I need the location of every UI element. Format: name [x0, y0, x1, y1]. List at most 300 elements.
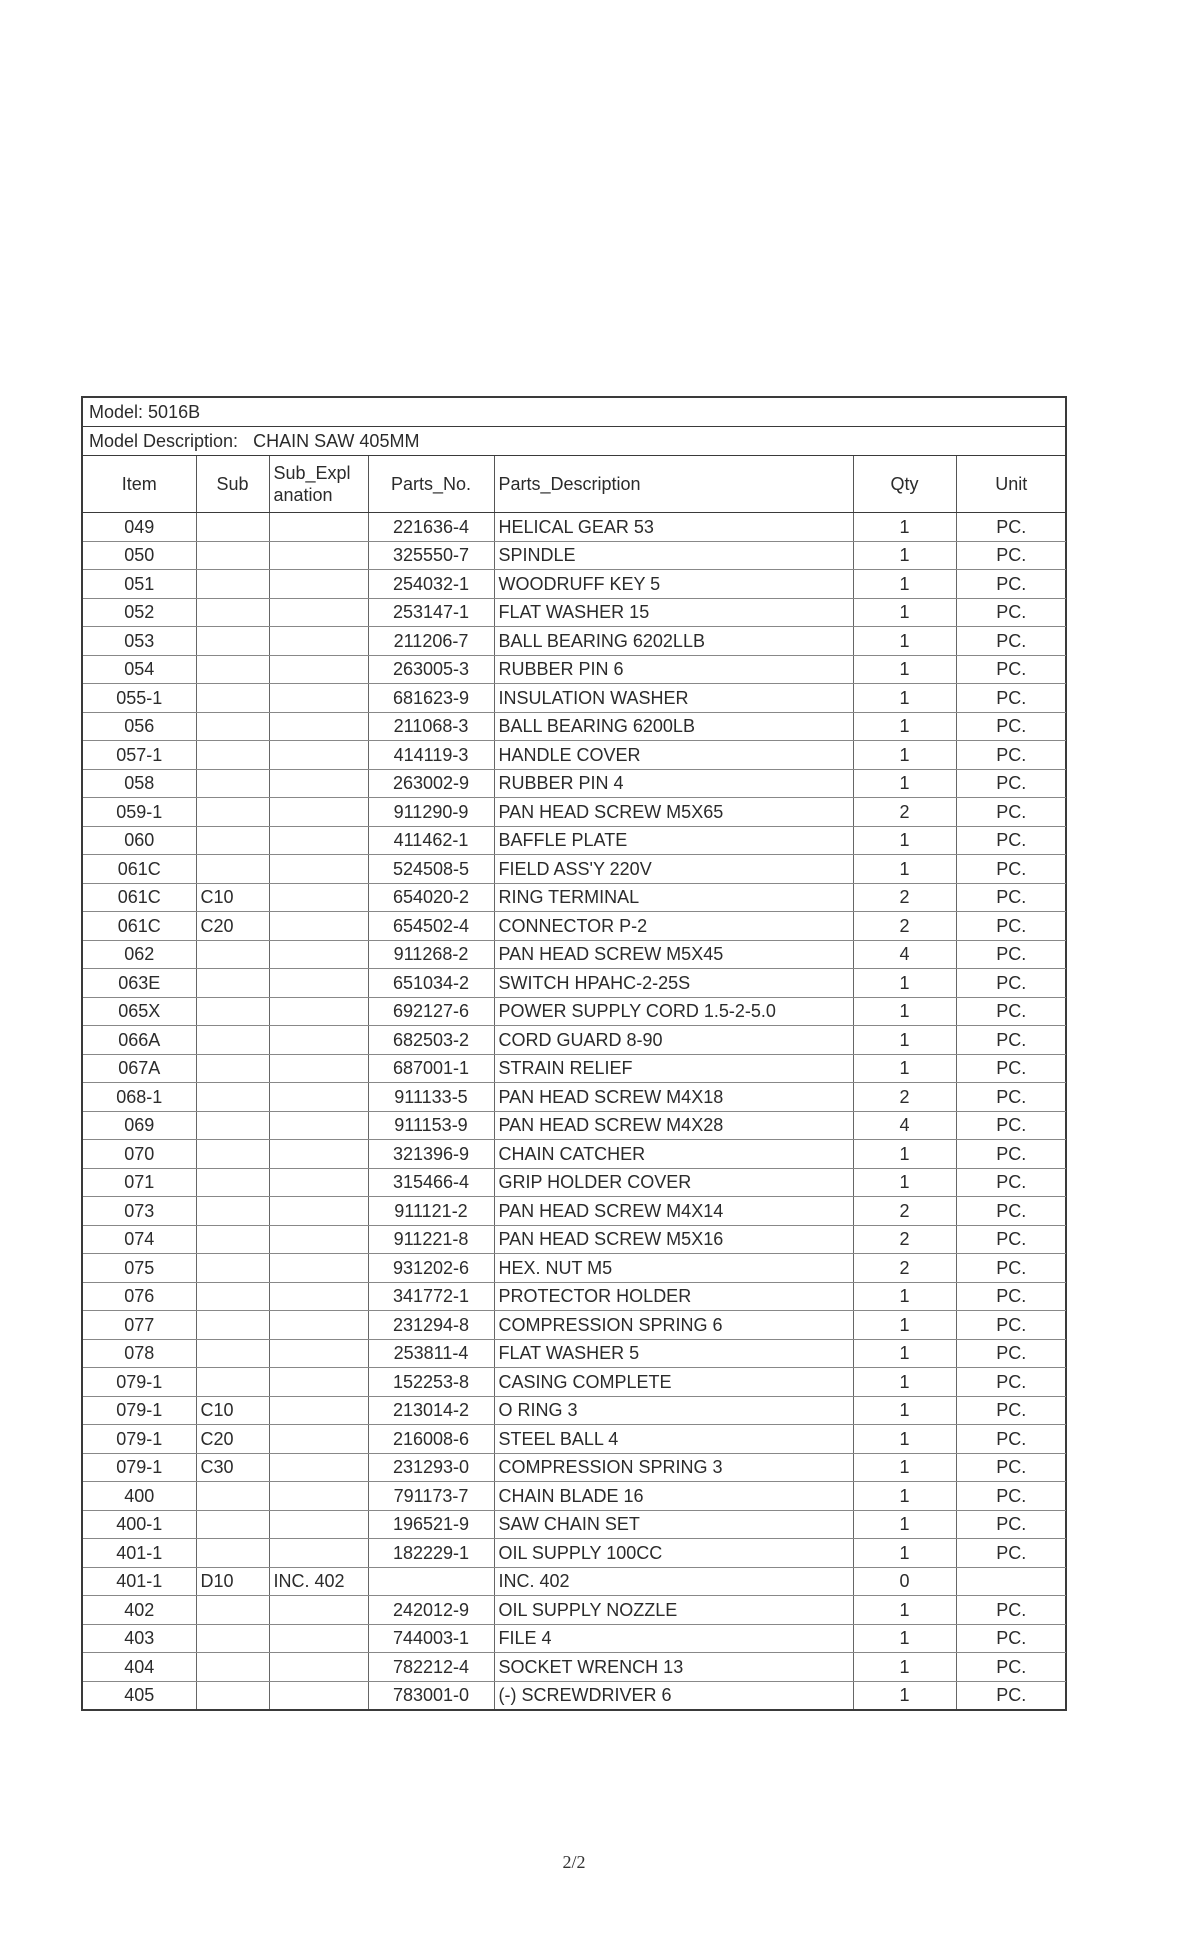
cell-sub — [196, 1168, 269, 1197]
table-row — [83, 912, 1066, 941]
cell-parts-description: HEX. NUT M5 — [494, 1254, 853, 1283]
cell-unit: PC. — [956, 684, 1066, 713]
cell-sub — [196, 969, 269, 998]
cell-sub — [196, 541, 269, 570]
cell-item: 402 — [83, 1596, 196, 1625]
table-row — [83, 1026, 1066, 1055]
cell-qty: 4 — [853, 940, 956, 969]
cell-unit: PC. — [956, 1168, 1066, 1197]
header-sub: Sub — [196, 456, 269, 513]
table-row — [83, 1282, 1066, 1311]
model-description-value: CHAIN SAW 405MM — [253, 431, 420, 451]
cell-parts-description: CASING COMPLETE — [494, 1368, 853, 1397]
cell-sub-explanation — [269, 969, 368, 998]
cell-item: 068-1 — [83, 1083, 196, 1112]
cell-parts-no: 681623-9 — [368, 684, 494, 713]
cell-parts-description: HANDLE COVER — [494, 741, 853, 770]
cell-parts-description: PROTECTOR HOLDER — [494, 1282, 853, 1311]
cell-unit: PC. — [956, 1339, 1066, 1368]
cell-sub — [196, 997, 269, 1026]
cell-qty: 1 — [853, 826, 956, 855]
cell-qty: 1 — [853, 1624, 956, 1653]
cell-parts-no: 263005-3 — [368, 655, 494, 684]
cell-sub — [196, 1111, 269, 1140]
cell-sub-explanation — [269, 1225, 368, 1254]
cell-sub-explanation — [269, 940, 368, 969]
cell-unit: PC. — [956, 1054, 1066, 1083]
cell-sub: C30 — [196, 1453, 269, 1482]
cell-sub — [196, 1140, 269, 1169]
cell-unit — [956, 1567, 1066, 1596]
model-row — [83, 398, 1065, 427]
cell-item: 061C — [83, 912, 196, 941]
cell-sub — [196, 1482, 269, 1511]
cell-sub-explanation — [269, 1168, 368, 1197]
table-row — [83, 1539, 1066, 1568]
cell-sub-explanation — [269, 912, 368, 941]
cell-qty: 2 — [853, 1083, 956, 1112]
table-row — [83, 1254, 1066, 1283]
cell-parts-description: POWER SUPPLY CORD 1.5-2-5.0 — [494, 997, 853, 1026]
cell-item: 061C — [83, 855, 196, 884]
cell-parts-no: 213014-2 — [368, 1396, 494, 1425]
cell-sub-explanation — [269, 1311, 368, 1340]
table-row — [83, 627, 1066, 656]
cell-parts-description: CORD GUARD 8-90 — [494, 1026, 853, 1055]
cell-sub: C20 — [196, 912, 269, 941]
table-row — [83, 969, 1066, 998]
table-row — [83, 883, 1066, 912]
cell-sub — [196, 1225, 269, 1254]
cell-parts-description: FIELD ASS'Y 220V — [494, 855, 853, 884]
cell-sub — [196, 655, 269, 684]
cell-parts-no: 231294-8 — [368, 1311, 494, 1340]
cell-sub — [196, 684, 269, 713]
cell-parts-no: 931202-6 — [368, 1254, 494, 1283]
cell-parts-no: 152253-8 — [368, 1368, 494, 1397]
model-description-row — [83, 427, 1065, 456]
parts-table — [83, 456, 1066, 1709]
cell-sub — [196, 513, 269, 542]
cell-parts-no: 254032-1 — [368, 570, 494, 599]
table-row — [83, 541, 1066, 570]
parts-table-body — [83, 513, 1066, 1710]
cell-unit: PC. — [956, 1225, 1066, 1254]
cell-unit: PC. — [956, 541, 1066, 570]
table-row — [83, 1197, 1066, 1226]
cell-qty: 1 — [853, 513, 956, 542]
table-row — [83, 1368, 1066, 1397]
table-row — [83, 1083, 1066, 1112]
cell-parts-no: 216008-6 — [368, 1425, 494, 1454]
cell-unit: PC. — [956, 1111, 1066, 1140]
table-row — [83, 1111, 1066, 1140]
cell-sub-explanation — [269, 598, 368, 627]
cell-unit: PC. — [956, 1026, 1066, 1055]
cell-sub-explanation — [269, 1653, 368, 1682]
cell-parts-description: COMPRESSION SPRING 3 — [494, 1453, 853, 1482]
cell-unit: PC. — [956, 1425, 1066, 1454]
cell-parts-no: 341772-1 — [368, 1282, 494, 1311]
cell-qty: 1 — [853, 741, 956, 770]
cell-sub: D10 — [196, 1567, 269, 1596]
cell-item: 079-1 — [83, 1425, 196, 1454]
cell-parts-no: 411462-1 — [368, 826, 494, 855]
cell-parts-description: BALL BEARING 6202LLB — [494, 627, 853, 656]
cell-unit: PC. — [956, 1140, 1066, 1169]
cell-item: 065X — [83, 997, 196, 1026]
table-row — [83, 1482, 1066, 1511]
cell-item: 053 — [83, 627, 196, 656]
cell-parts-description: INC. 402 — [494, 1567, 853, 1596]
cell-unit: PC. — [956, 798, 1066, 827]
cell-item: 079-1 — [83, 1396, 196, 1425]
cell-sub-explanation — [269, 1425, 368, 1454]
header-parts-no: Parts_No. — [368, 456, 494, 513]
cell-sub — [196, 598, 269, 627]
cell-parts-no: 687001-1 — [368, 1054, 494, 1083]
cell-sub — [196, 1026, 269, 1055]
cell-parts-description: FLAT WASHER 15 — [494, 598, 853, 627]
cell-item: 404 — [83, 1653, 196, 1682]
cell-qty: 1 — [853, 1026, 956, 1055]
cell-parts-description: PAN HEAD SCREW M4X28 — [494, 1111, 853, 1140]
model-value: 5016B — [148, 402, 201, 422]
cell-parts-description: SWITCH HPAHC-2-25S — [494, 969, 853, 998]
cell-sub-explanation — [269, 769, 368, 798]
cell-sub-explanation — [269, 513, 368, 542]
cell-qty: 1 — [853, 1396, 956, 1425]
cell-sub-explanation — [269, 1339, 368, 1368]
cell-unit: PC. — [956, 1368, 1066, 1397]
cell-item: 051 — [83, 570, 196, 599]
cell-unit: PC. — [956, 1396, 1066, 1425]
cell-sub — [196, 798, 269, 827]
cell-qty: 2 — [853, 798, 956, 827]
cell-sub-explanation — [269, 1054, 368, 1083]
cell-unit: PC. — [956, 1083, 1066, 1112]
cell-sub — [196, 570, 269, 599]
cell-unit: PC. — [956, 1539, 1066, 1568]
cell-qty: 2 — [853, 883, 956, 912]
cell-sub — [196, 826, 269, 855]
cell-unit: PC. — [956, 940, 1066, 969]
cell-unit: PC. — [956, 712, 1066, 741]
cell-parts-description: BALL BEARING 6200LB — [494, 712, 853, 741]
cell-parts-description: FILE 4 — [494, 1624, 853, 1653]
table-row — [83, 655, 1066, 684]
cell-sub-explanation — [269, 1681, 368, 1709]
table-row — [83, 684, 1066, 713]
cell-unit: PC. — [956, 598, 1066, 627]
table-row — [83, 798, 1066, 827]
cell-sub-explanation — [269, 1083, 368, 1112]
cell-parts-description: SOCKET WRENCH 13 — [494, 1653, 853, 1682]
cell-sub-explanation — [269, 1282, 368, 1311]
cell-parts-no: 911121-2 — [368, 1197, 494, 1226]
cell-parts-no: 315466-4 — [368, 1168, 494, 1197]
cell-sub-explanation — [269, 1539, 368, 1568]
cell-sub — [196, 1596, 269, 1625]
cell-item: 049 — [83, 513, 196, 542]
cell-qty: 1 — [853, 1510, 956, 1539]
cell-sub — [196, 1510, 269, 1539]
cell-parts-description: INSULATION WASHER — [494, 684, 853, 713]
cell-item: 401-1 — [83, 1567, 196, 1596]
cell-sub-explanation — [269, 1510, 368, 1539]
cell-qty: 1 — [853, 1425, 956, 1454]
cell-parts-no: 253147-1 — [368, 598, 494, 627]
cell-item: 074 — [83, 1225, 196, 1254]
cell-unit: PC. — [956, 1624, 1066, 1653]
page-number: 2/2 — [562, 1852, 586, 1872]
cell-item: 058 — [83, 769, 196, 798]
cell-sub-explanation — [269, 1624, 368, 1653]
cell-item: 071 — [83, 1168, 196, 1197]
cell-parts-no: 196521-9 — [368, 1510, 494, 1539]
cell-parts-no: 524508-5 — [368, 855, 494, 884]
cell-sub-explanation — [269, 798, 368, 827]
cell-parts-no: 651034-2 — [368, 969, 494, 998]
cell-item: 075 — [83, 1254, 196, 1283]
cell-parts-no: 182229-1 — [368, 1539, 494, 1568]
cell-item: 050 — [83, 541, 196, 570]
cell-sub: C20 — [196, 1425, 269, 1454]
cell-sub — [196, 1083, 269, 1112]
cell-sub-explanation — [269, 1596, 368, 1625]
cell-parts-no: 692127-6 — [368, 997, 494, 1026]
cell-sub — [196, 940, 269, 969]
header-item: Item — [83, 456, 196, 513]
cell-item: 400-1 — [83, 1510, 196, 1539]
table-row — [83, 826, 1066, 855]
cell-qty: 1 — [853, 1653, 956, 1682]
table-row — [83, 855, 1066, 884]
cell-qty: 1 — [853, 1140, 956, 1169]
cell-item: 066A — [83, 1026, 196, 1055]
cell-parts-description: CONNECTOR P-2 — [494, 912, 853, 941]
cell-sub-explanation — [269, 1368, 368, 1397]
cell-item: 056 — [83, 712, 196, 741]
cell-parts-description: PAN HEAD SCREW M5X65 — [494, 798, 853, 827]
cell-item: 069 — [83, 1111, 196, 1140]
parts-table-header — [83, 456, 1066, 513]
cell-item: 067A — [83, 1054, 196, 1083]
cell-qty: 1 — [853, 655, 956, 684]
cell-parts-no: 911268-2 — [368, 940, 494, 969]
cell-sub-explanation — [269, 997, 368, 1026]
cell-sub-explanation — [269, 1254, 368, 1283]
cell-sub-explanation — [269, 1453, 368, 1482]
cell-parts-no: 325550-7 — [368, 541, 494, 570]
cell-parts-no: 414119-3 — [368, 741, 494, 770]
table-row — [83, 741, 1066, 770]
table-row — [83, 1624, 1066, 1653]
cell-item: 052 — [83, 598, 196, 627]
cell-unit: PC. — [956, 855, 1066, 884]
table-row — [83, 1425, 1066, 1454]
cell-parts-description: RING TERMINAL — [494, 883, 853, 912]
cell-qty: 1 — [853, 712, 956, 741]
header-qty: Qty — [853, 456, 956, 513]
cell-qty: 1 — [853, 1539, 956, 1568]
cell-parts-description: O RING 3 — [494, 1396, 853, 1425]
cell-qty: 1 — [853, 684, 956, 713]
cell-sub — [196, 1254, 269, 1283]
cell-parts-description: GRIP HOLDER COVER — [494, 1168, 853, 1197]
table-row — [83, 1681, 1066, 1709]
cell-sub — [196, 627, 269, 656]
cell-sub — [196, 1282, 269, 1311]
cell-unit: PC. — [956, 1254, 1066, 1283]
parts-list-sheet — [81, 396, 1067, 1711]
cell-item: 405 — [124, 1685, 155, 1706]
cell-sub-explanation — [269, 655, 368, 684]
cell-parts-description: RUBBER PIN 6 — [494, 655, 853, 684]
cell-unit: PC. — [956, 1681, 1066, 1709]
cell-qty: 1 — [853, 627, 956, 656]
cell-item: 063E — [83, 969, 196, 998]
table-row — [83, 712, 1066, 741]
cell-sub — [196, 1681, 269, 1709]
cell-unit: PC. — [956, 1510, 1066, 1539]
cell-parts-description: STEEL BALL 4 — [494, 1425, 853, 1454]
cell-qty: 2 — [853, 1254, 956, 1283]
cell-parts-description: OIL SUPPLY 100CC — [494, 1539, 853, 1568]
cell-qty: 1 — [853, 598, 956, 627]
cell-item: 060 — [83, 826, 196, 855]
table-row — [83, 997, 1066, 1026]
cell-parts-description: CHAIN CATCHER — [494, 1140, 853, 1169]
cell-parts-no: 221636-4 — [368, 513, 494, 542]
cell-parts-no — [368, 1567, 494, 1596]
cell-qty: 1 — [853, 969, 956, 998]
cell-sub — [196, 1054, 269, 1083]
cell-item: 073 — [83, 1197, 196, 1226]
table-row — [83, 1054, 1066, 1083]
cell-sub — [196, 1339, 269, 1368]
cell-item: 076 — [83, 1282, 196, 1311]
cell-qty: 1 — [853, 1311, 956, 1340]
cell-unit: PC. — [956, 513, 1066, 542]
cell-sub — [196, 1368, 269, 1397]
cell-item: 403 — [83, 1624, 196, 1653]
cell-parts-no: 911133-5 — [368, 1083, 494, 1112]
table-row — [83, 1140, 1066, 1169]
cell-unit: PC. — [956, 912, 1066, 941]
cell-parts-no: 782212-4 — [368, 1653, 494, 1682]
cell-item: 400 — [83, 1482, 196, 1511]
cell-sub — [196, 1539, 269, 1568]
cell-qty: 1 — [853, 570, 956, 599]
cell-parts-description: PAN HEAD SCREW M5X45 — [494, 940, 853, 969]
cell-unit: PC. — [956, 769, 1066, 798]
cell-parts-description: RUBBER PIN 4 — [494, 769, 853, 798]
cell-sub — [196, 1311, 269, 1340]
cell-sub-explanation: INC. 402 — [269, 1567, 368, 1596]
cell-qty: 2 — [853, 912, 956, 941]
table-row — [83, 1225, 1066, 1254]
cell-parts-description: SPINDLE — [494, 541, 853, 570]
cell-parts-no: 654502-4 — [368, 912, 494, 941]
cell-item: 061C — [83, 883, 196, 912]
cell-parts-description: HELICAL GEAR 53 — [494, 513, 853, 542]
cell-sub: C10 — [196, 1396, 269, 1425]
cell-sub — [196, 769, 269, 798]
cell-sub — [196, 855, 269, 884]
cell-item: 077 — [83, 1311, 196, 1340]
cell-unit: PC. — [956, 1596, 1066, 1625]
cell-unit: PC. — [956, 1482, 1066, 1511]
table-row — [83, 1596, 1066, 1625]
table-row — [83, 1168, 1066, 1197]
cell-sub-explanation — [269, 1026, 368, 1055]
cell-sub-explanation — [269, 1197, 368, 1226]
table-row — [83, 513, 1066, 542]
cell-parts-no: 682503-2 — [368, 1026, 494, 1055]
cell-unit: PC. — [956, 627, 1066, 656]
cell-qty: 0 — [853, 1567, 956, 1596]
cell-parts-no: 911290-9 — [368, 798, 494, 827]
cell-parts-no: 654020-2 — [368, 883, 494, 912]
cell-sub-explanation — [269, 883, 368, 912]
cell-unit: PC. — [956, 969, 1066, 998]
table-row — [83, 1567, 1066, 1596]
cell-qty: 1 — [853, 769, 956, 798]
cell-unit: PC. — [956, 570, 1066, 599]
cell-item: 079-1 — [83, 1453, 196, 1482]
cell-qty: 1 — [853, 1681, 956, 1709]
cell-sub — [196, 1653, 269, 1682]
cell-parts-no: 211068-3 — [368, 712, 494, 741]
cell-unit: PC. — [956, 883, 1066, 912]
cell-parts-description: OIL SUPPLY NOZZLE — [494, 1596, 853, 1625]
model-description-label: Model Description: — [89, 431, 239, 451]
table-row — [83, 1311, 1066, 1340]
cell-parts-description: BAFFLE PLATE — [494, 826, 853, 855]
cell-item: 057-1 — [83, 741, 196, 770]
cell-qty: 1 — [853, 1482, 956, 1511]
cell-sub-explanation — [269, 627, 368, 656]
cell-sub-explanation — [269, 1111, 368, 1140]
table-row — [83, 1396, 1066, 1425]
cell-parts-no: 911153-9 — [368, 1111, 494, 1140]
cell-parts-no: 242012-9 — [368, 1596, 494, 1625]
cell-sub-explanation — [269, 541, 368, 570]
cell-parts-no: 791173-7 — [368, 1482, 494, 1511]
cell-parts-description: SAW CHAIN SET — [494, 1510, 853, 1539]
cell-item: 078 — [83, 1339, 196, 1368]
table-row — [83, 570, 1066, 599]
cell-unit: PC. — [956, 741, 1066, 770]
cell-sub — [196, 712, 269, 741]
cell-item: 401-1 — [83, 1539, 196, 1568]
cell-sub-explanation — [269, 1482, 368, 1511]
table-row — [83, 598, 1066, 627]
cell-parts-description: STRAIN RELIEF — [494, 1054, 853, 1083]
cell-parts-description: PAN HEAD SCREW M4X14 — [494, 1197, 853, 1226]
cell-unit: PC. — [956, 1453, 1066, 1482]
cell-parts-description: PAN HEAD SCREW M4X18 — [494, 1083, 853, 1112]
cell-item: 070 — [83, 1140, 196, 1169]
cell-qty: 1 — [853, 855, 956, 884]
cell-sub-explanation — [269, 684, 368, 713]
table-row — [83, 1453, 1066, 1482]
cell-sub-explanation — [269, 826, 368, 855]
cell-unit: PC. — [956, 655, 1066, 684]
cell-sub-explanation — [269, 1140, 368, 1169]
table-row — [83, 1339, 1066, 1368]
